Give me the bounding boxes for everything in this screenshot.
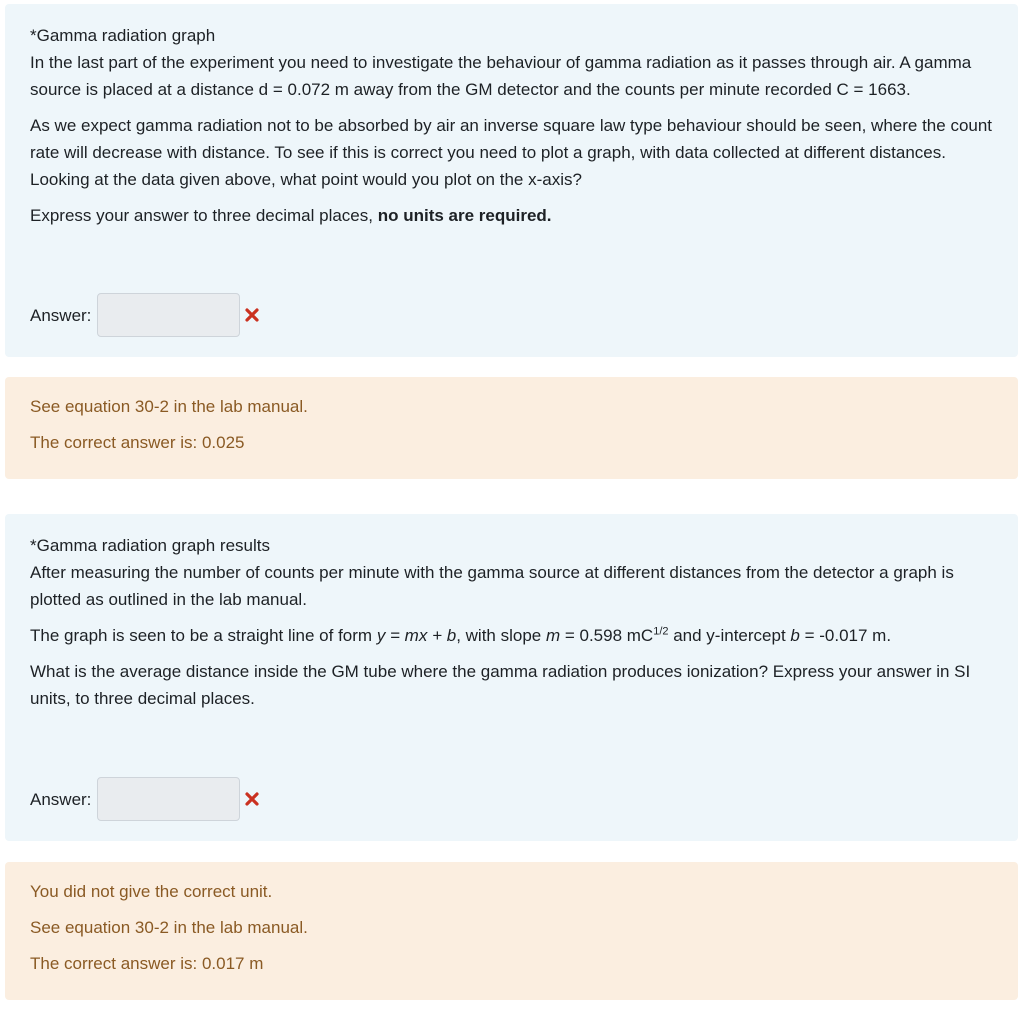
instruction-emphasis: no units are required. <box>377 206 552 225</box>
correct-answer-text: The correct answer is: 0.025 <box>30 433 245 452</box>
question-1 <box>5 4 1018 357</box>
instruction-text: Express your answer to three decimal places, <box>30 206 378 225</box>
answer-row <box>30 292 260 338</box>
question-2 <box>5 514 1018 841</box>
equation: y = mx + b <box>376 626 457 645</box>
text-span: = -0.017 m. <box>799 626 892 645</box>
feedback-text: See equation 30-2 in the lab manual. <box>30 397 308 416</box>
text-span: = 0.598 mC <box>560 626 654 645</box>
feedback-1 <box>5 377 1018 479</box>
slope-var: m <box>545 626 561 645</box>
question-text: What is the average distance inside the GM tube where the gamma radiation produces ionization? Express your answer in SI units, to three decimal places. <box>30 662 971 708</box>
answer-label: Answer: <box>30 305 92 325</box>
cross-icon <box>244 791 260 807</box>
question-text: As we expect gamma radiation not to be absorbed by air an inverse square law type behaviour should be seen, where the count rate will decrease with distance. To see if this is correct you need to plot a graph, with data collected at different distances. Looking at the data given above, what point would you plot on the x-axis? <box>30 116 993 189</box>
feedback-text: You did not give the correct unit. <box>30 882 273 901</box>
question-text <box>30 622 993 649</box>
text-span: The graph is seen to be a straight line of form <box>30 626 377 645</box>
answer-input[interactable] <box>97 293 240 337</box>
exponent: 1/2 <box>653 625 669 638</box>
question-instruction <box>30 202 993 229</box>
text-span: and y-intercept <box>668 626 791 645</box>
feedback-2 <box>5 862 1018 1000</box>
question-title: *Gamma radiation graph <box>30 26 216 45</box>
feedback-text: See equation 30-2 in the lab manual. <box>30 918 308 937</box>
answer-label: Answer: <box>30 789 92 809</box>
answer-input[interactable] <box>97 777 240 821</box>
correct-answer-text: The correct answer is: 0.017 m <box>30 954 264 973</box>
answer-row <box>30 776 260 822</box>
intercept-var: b <box>790 626 800 645</box>
question-text: After measuring the number of counts per minute with the gamma source at different distances from the detector a graph is plotted as outlined in the lab manual. <box>30 563 954 609</box>
cross-icon <box>244 307 260 323</box>
question-text: In the last part of the experiment you need to investigate the behaviour of gamma radiation as it passes through air. A gamma source is placed at a distance d = 0.072 m away from the GM detector and the counts per minute recorded C = 1663. <box>30 53 972 99</box>
text-span: , with slope <box>456 626 546 645</box>
question-title: *Gamma radiation graph results <box>30 536 271 555</box>
